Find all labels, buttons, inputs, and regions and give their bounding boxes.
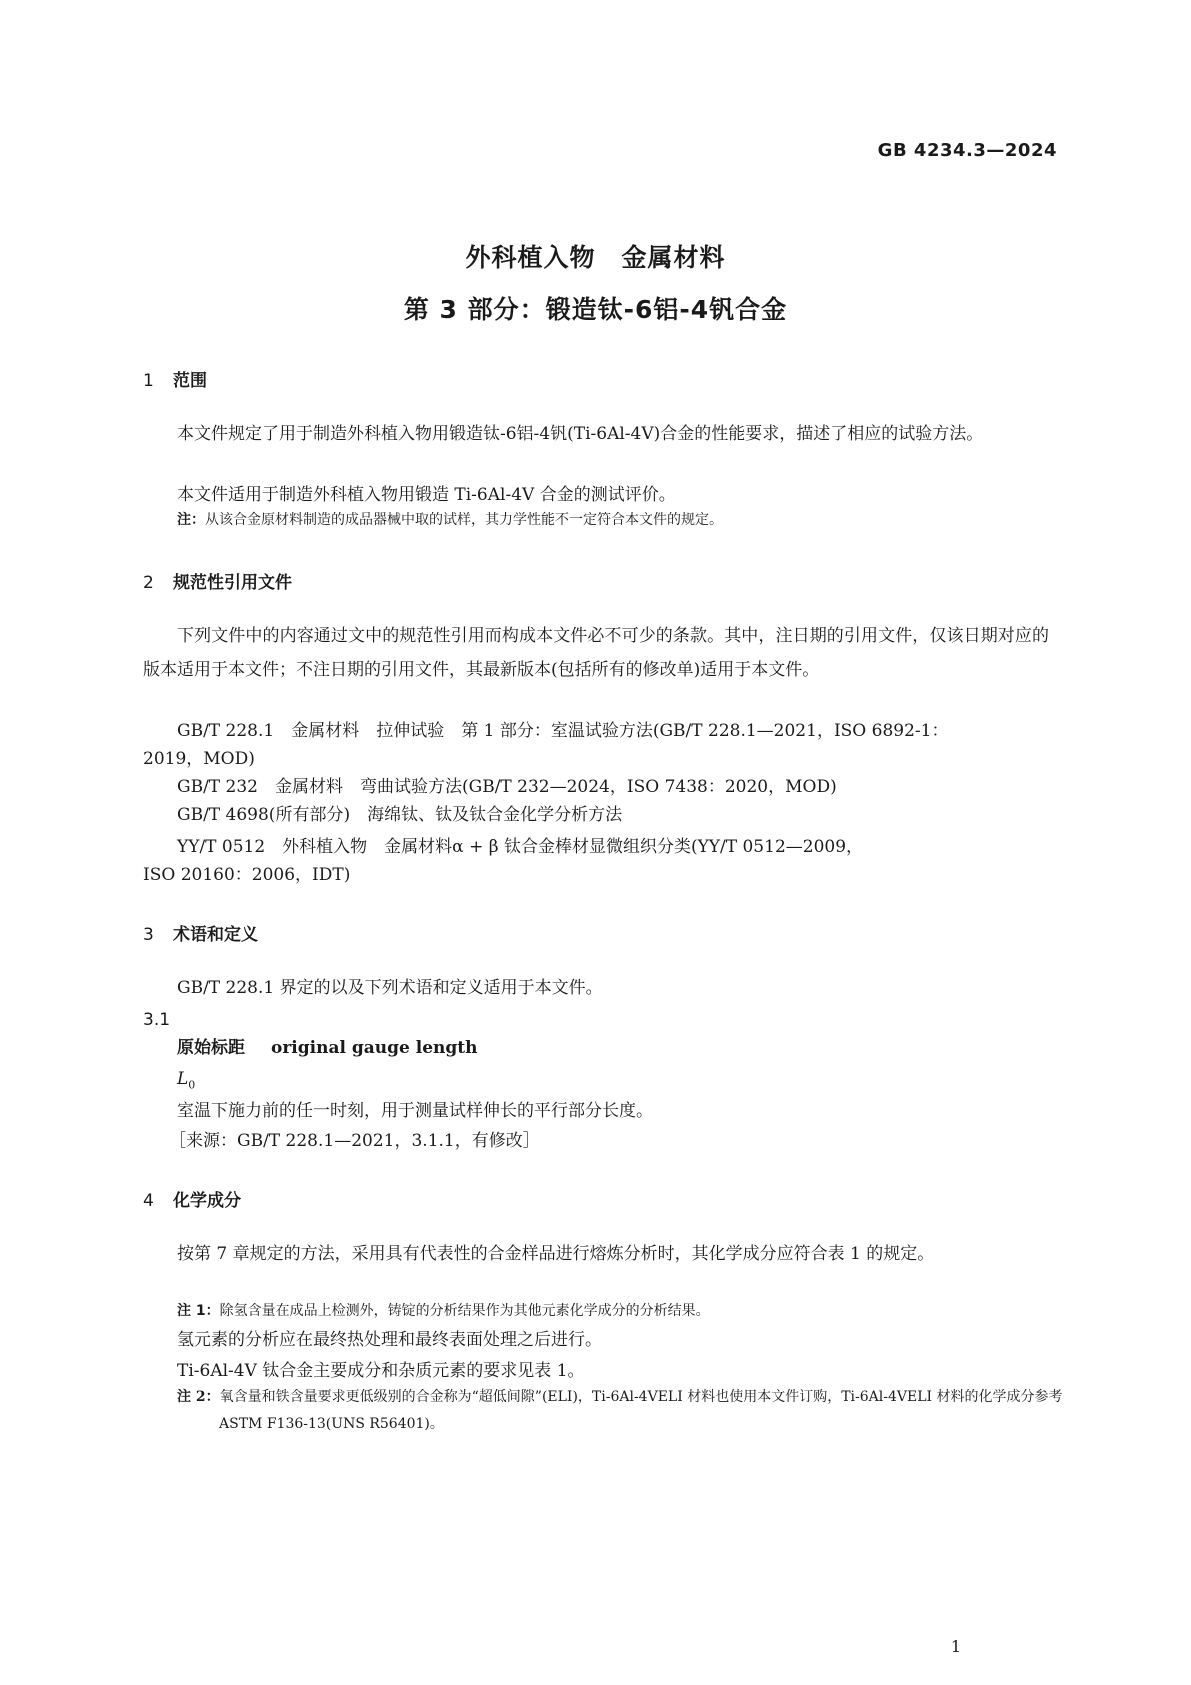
section-heading-4 bbox=[143, 1186, 241, 1211]
paragraph: 按第 7 章规定的方法，采用具有代表性的合金样品进行熔炼分析时，其化学成分应符合表 1 的规定。 bbox=[177, 1244, 935, 1264]
note bbox=[177, 1298, 710, 1325]
subclause-number: 3.1 bbox=[143, 1010, 171, 1030]
paragraph: Ti-6Al-4V 钛合金主要成分和杂质元素的要求见表 1。 bbox=[177, 1361, 585, 1381]
reference-item-continued: 2019，MOD) bbox=[143, 749, 255, 769]
symbol-letter: L bbox=[177, 1069, 189, 1089]
reference-item: GB/T 4698(所有部分) 海绵钛、钛及钛合金化学分析方法 bbox=[177, 805, 623, 825]
note-text: 从该合金原材料制造的成品器械中取的试样，其力学性能不一定符合本文件的规定。 bbox=[205, 512, 723, 528]
reference-item-continued: ISO 20160：2006，IDT) bbox=[143, 865, 351, 885]
note-label: 注 2： bbox=[177, 1389, 220, 1405]
term-definition: 室温下施力前的任一时刻，用于测量试样伸长的平行部分长度。 bbox=[177, 1101, 653, 1121]
document-title-line2: 第 3 部分：锻造钛-6铝-4钒合金 bbox=[403, 295, 788, 324]
section-number: 4 bbox=[143, 1191, 154, 1211]
section-number: 3 bbox=[143, 925, 154, 945]
section-number: 2 bbox=[143, 573, 154, 593]
section-title: 规范性引用文件 bbox=[173, 573, 292, 593]
page-number: 1 bbox=[950, 1637, 961, 1656]
symbol-subscript: 0 bbox=[188, 1078, 196, 1092]
paragraph: 氢元素的分析应在最终热处理和最终表面处理之后进行。 bbox=[177, 1330, 602, 1350]
paragraph: GB/T 228.1 界定的以及下列术语和定义适用于本文件。 bbox=[177, 978, 603, 998]
document-title-line1: 外科植入物 金属材料 bbox=[465, 243, 726, 272]
standard-code: GB 4234.3—2024 bbox=[877, 140, 1057, 161]
paragraph: 本文件适用于制造外科植入物用锻造 Ti-6Al-4V 合金的测试评价。 bbox=[177, 485, 676, 505]
term-source: ［来源：GB/T 228.1—2021，3.1.1，有修改］ bbox=[169, 1131, 540, 1151]
reference-item: GB/T 232 金属材料 弯曲试验方法(GB/T 232—2024，ISO 7438：2020，MOD) bbox=[177, 777, 837, 797]
section-heading-2 bbox=[143, 568, 292, 593]
section-title: 范围 bbox=[173, 371, 207, 391]
reference-item: GB/T 228.1 金属材料 拉伸试验 第 1 部分：室温试验方法(GB/T 228.1—2021，ISO 6892-1： bbox=[177, 721, 949, 741]
section-heading-1 bbox=[143, 366, 207, 391]
reference-item: YY/T 0512 外科植入物 金属材料α + β 钛合金棒材显微组织分类(YY/T 0512—2009， bbox=[177, 837, 864, 857]
note-label: 注： bbox=[177, 512, 205, 528]
note bbox=[177, 1384, 1099, 1438]
section-title: 术语和定义 bbox=[173, 925, 258, 945]
note-text: 氧含量和铁含量要求更低级别的合金称为“超低间隙”(ELI)，Ti-6Al-4VELI 材料也使用本文件订购，Ti-6Al-4VELI 材料的化学成分参考 ASTM F136-13(UNS R56401)。 bbox=[219, 1389, 1063, 1432]
note-text: 除氢含量在成品上检测外，铸锭的分析结果作为其他元素化学成分的分析结果。 bbox=[219, 1303, 710, 1319]
section-heading-3 bbox=[143, 920, 258, 945]
note bbox=[177, 507, 723, 534]
section-title: 化学成分 bbox=[173, 1191, 241, 1211]
term-english: original gauge length bbox=[271, 1038, 478, 1058]
note-label: 注 1： bbox=[177, 1303, 220, 1319]
paragraph: 本文件规定了用于制造外科植入物用锻造钛-6铝-4钒(Ti-6Al-4V)合金的性能要求，描述了相应的试验方法。 bbox=[177, 424, 984, 444]
paragraph: 下列文件中的内容通过文中的规范性引用而构成本文件必不可少的条款。其中，注日期的引用文件，仅该日期对应的版本适用于本文件；不注日期的引用文件，其最新版本(包括所有的修改单)适用于本文件。 bbox=[143, 626, 1049, 680]
term-chinese: 原始标距 bbox=[177, 1038, 245, 1058]
section-number: 1 bbox=[143, 371, 154, 391]
term-entry bbox=[177, 1031, 477, 1065]
